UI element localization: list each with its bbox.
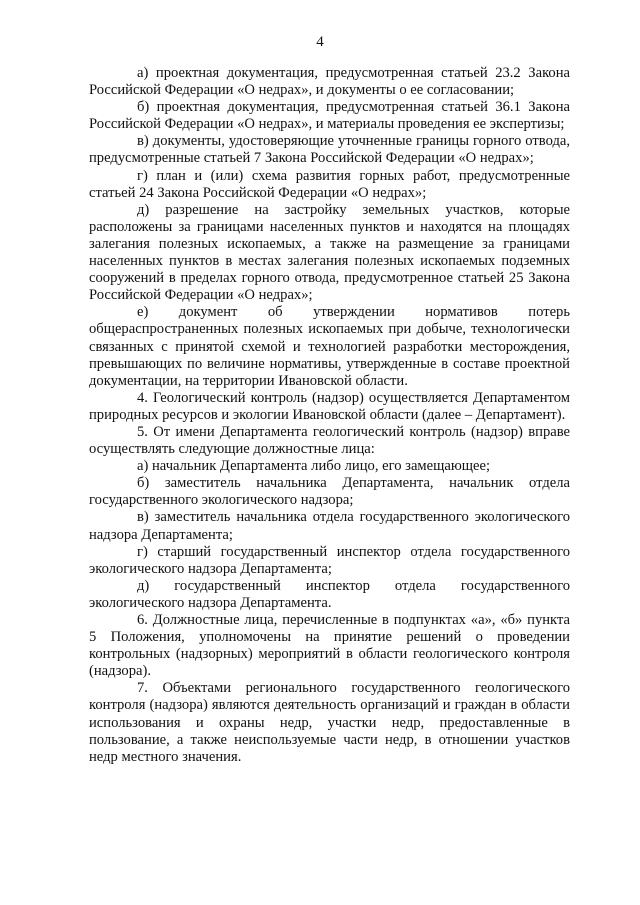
- paragraph-official-d: д) государственный инспектор отдела государственного экологического надзора Департамента.: [89, 577, 570, 611]
- paragraph-clause-6: 6. Должностные лица, перечисленные в подпунктах «а», «б» пункта 5 Положения, уполномочены на принятие решений о проведении контрольных (надзорных) мероприятий в области геологического контроля (надзора).: [89, 612, 570, 680]
- paragraph-official-a: а) начальник Департамента либо лицо, его замещающее;: [137, 458, 490, 475]
- paragraph-item-v-boundary-docs: в) документы, удостоверяющие уточненные границы горного отвода, предусмотренные статьей 7 Закона Российской Федерации «О недрах»;: [89, 133, 570, 167]
- page-number: 4: [316, 34, 324, 50]
- paragraph-item-b-project-doc: б) проектная документация, предусмотренная статьей 36.1 Закона Российской Федерации «О недрах», и материалы проведения ее экспертизы;: [89, 99, 570, 133]
- paragraph-item-e-loss-norms: е) документ об утверждении нормативов потерь общераспространенных полезных ископаемых при добыче, технологически связанных с принятой схемой и технологией разработки месторождения, превышающих по величине нормативы, утвержденные в составе проектной документации, на территории Ивановской области.: [89, 304, 570, 389]
- paragraph-item-a-project-doc: а) проектная документация, предусмотренная статьей 23.2 Закона Российской Федерации «О недрах», и документы о ее согласовании;: [89, 65, 570, 99]
- paragraph-item-g-mining-plan: г) план и (или) схема развития горных работ, предусмотренные статьей 24 Закона Российской Федерации «О недрах»;: [89, 167, 570, 201]
- paragraph-official-b: б) заместитель начальника Департамента, начальник отдела государственного экологического надзора;: [89, 475, 570, 509]
- paragraph-clause-7: 7. Объектами регионального государственного геологического контроля (надзора) являются деятельность организаций и граждан в области использования и охраны недр, участки недр, предоставленные в пользование, а также неиспользуемые части недр, в отношении участков недр местного значения.: [89, 680, 570, 765]
- paragraph-item-d-construction-permit: д) разрешение на застройку земельных участков, которые расположены за границами населенных пунктов и находятся на площадях залегания полезных ископаемых, а также на размещение за границами населенных пунктов в местах залегания полезных ископаемых подземных сооружений в пределах горного отвода, предусмотренное статьей 25 Закона Российской Федерации «О недрах»;: [89, 201, 570, 304]
- paragraph-clause-4: 4. Геологический контроль (надзор) осуществляется Департаментом природных ресурсов и экологии Ивановской области (далее – Департамент).: [89, 389, 570, 423]
- paragraph-official-g: г) старший государственный инспектор отдела государственного экологического надзора Департамента;: [89, 543, 570, 577]
- paragraph-official-v: в) заместитель начальника отдела государственного экологического надзора Департамента;: [89, 509, 570, 543]
- paragraph-clause-5: 5. От имени Департамента геологический контроль (надзор) вправе осуществлять следующие должностные лица:: [89, 423, 570, 458]
- document-body: [89, 65, 570, 766]
